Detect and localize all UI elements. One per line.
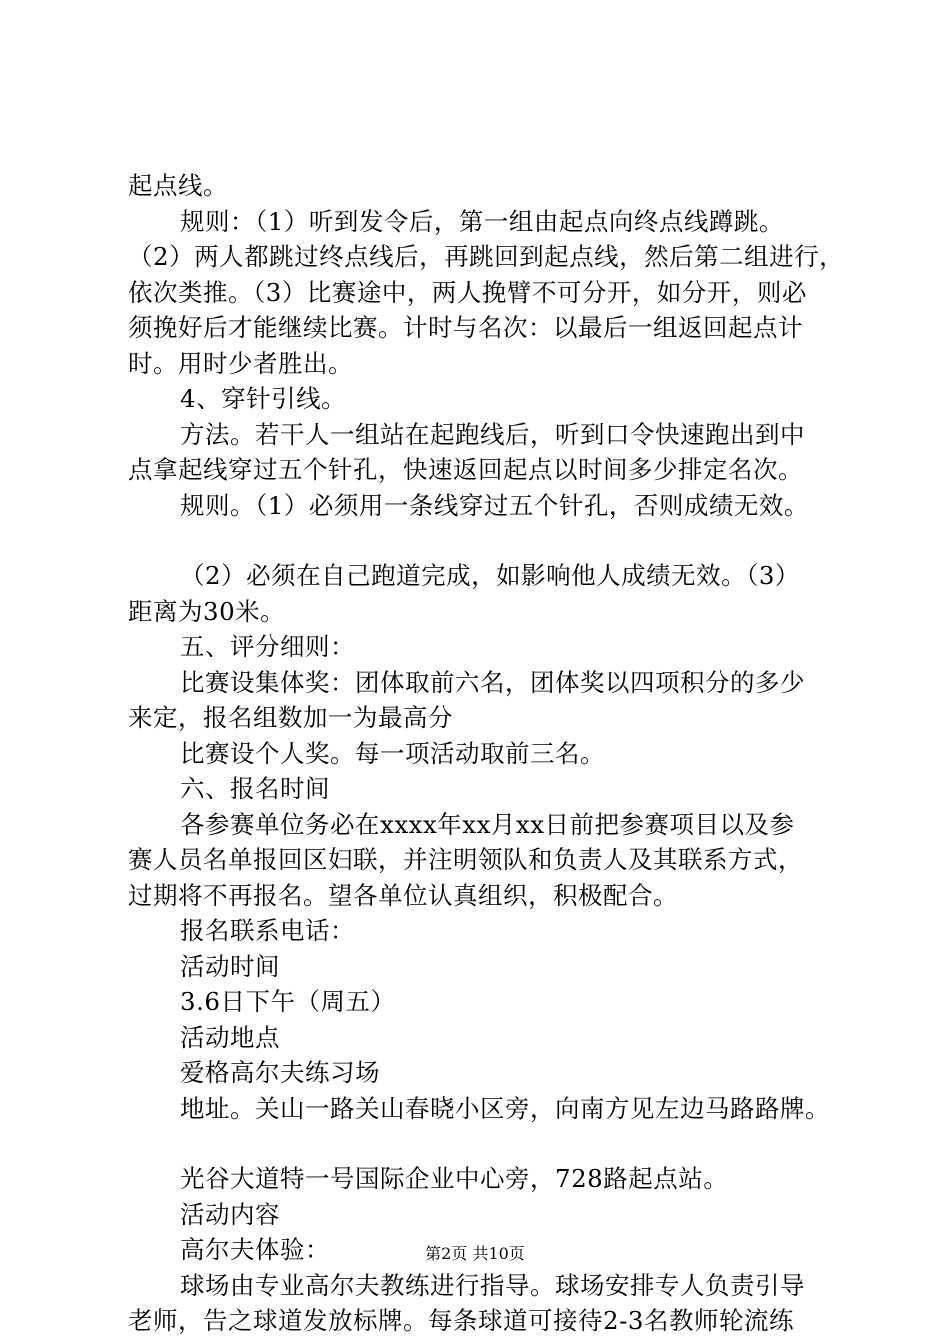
text-line: 老师，告之球道发放标牌。每条球道可接待2-3名教师轮流练 [128, 1306, 794, 1335]
text-line: 3.6日下午（周五） [180, 987, 396, 1016]
text-line: 点拿起线穿过五个针孔，快速返回起点以时间多少排定名次。 [128, 455, 803, 484]
text-line: 地址。关山一路关山春晓小区旁，向南方见左边马路路牌。 [180, 1093, 830, 1123]
text-line: 起点线。 [128, 171, 228, 200]
text-line: 4、穿针引线。 [180, 384, 347, 413]
text-line: 球场由专业高尔夫教练进行指导。球场安排专人负责引导 [180, 1270, 805, 1300]
text-line: 距离为30米。 [128, 596, 286, 626]
text-line: 规则。（1）必须用一条线穿过五个针孔，否则成绩无效。 [180, 490, 809, 520]
text-line: 比赛设集体奖：团体取前六名，团体奖以四项积分的多少 [180, 667, 805, 697]
document-body [128, 168, 845, 1339]
text-line: 时。用时少者胜出。 [128, 348, 353, 378]
text-line: 比赛设个人奖。每一项活动取前三名。 [180, 738, 605, 768]
section-heading: 六、报名时间 [180, 774, 330, 803]
paragraph-gap [128, 523, 833, 558]
text-line: 爱格高尔夫练习场 [180, 1058, 380, 1087]
paragraph-gap [128, 1126, 833, 1161]
text-line: 须挽好后才能继续比赛。计时与名次：以最后一组返回起点计 [128, 313, 803, 342]
text-line: 各参赛单位务必在xxxx年xx月xx日前把参赛项目以及参 [180, 809, 795, 839]
text-line: 高尔夫体验： [180, 1235, 330, 1264]
text-line: 光谷大道特一号国际企业中心旁，728路起点站。 [180, 1164, 729, 1193]
text-line: 活动地点 [180, 1022, 280, 1052]
text-line: 赛人员名单报回区妇联，并注明领队和负责人及其联系方式， [128, 845, 803, 874]
text-line: 来定，报名组数加一为最高分 [128, 703, 453, 732]
text-line: 依次类推。（3）比赛途中，两人挽臂不可分开，如分开，则必 [128, 277, 807, 307]
text-line: 活动时间 [180, 951, 280, 981]
page-number-footer: 第2页 共10页 [425, 1244, 525, 1263]
text-line: 活动内容 [180, 1199, 280, 1229]
text-line: 报名联系电话： [180, 916, 355, 945]
text-line: 规则：（1）听到发令后，第一组由起点向终点线蹲跳。 [180, 206, 784, 236]
section-heading: 五、评分细则： [180, 632, 355, 661]
text-line: 方法。若干人一组站在起跑线后，听到口令快速跑出到中 [180, 419, 805, 449]
text-line: （2）两人都跳过终点线后，再跳回到起点线，然后第二组进行， [128, 242, 845, 271]
text-line: （2）必须在自己跑道完成，如影响他人成绩无效。（3） [180, 561, 800, 590]
text-line: 过期将不再报名。望各单位认真组织，积极配合。 [128, 880, 678, 910]
